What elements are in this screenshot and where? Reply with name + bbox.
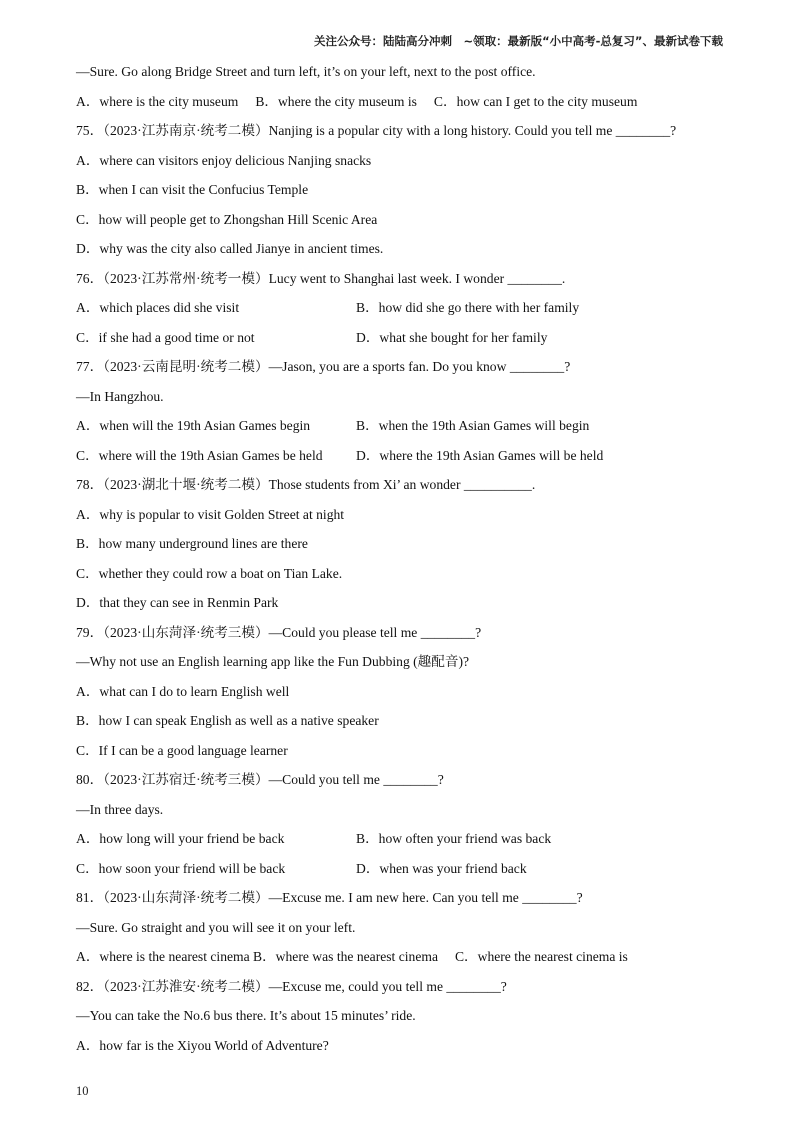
line-text: D．why was the city also called Jianye in ancient times. bbox=[76, 241, 384, 256]
text-line bbox=[76, 358, 570, 376]
text-line bbox=[76, 476, 535, 494]
text-line bbox=[76, 860, 527, 878]
line-text: 79．（2023·山东菏泽·统考三模）—Could you please tell me ________? bbox=[76, 624, 482, 640]
line-text: —Sure. Go along Bridge Street and turn left, it’s on your left, next to the post office. bbox=[76, 64, 536, 79]
line-text: C．where will the 19th Asian Games be held bbox=[76, 447, 323, 463]
line-text: A．why is popular to visit Golden Street at night bbox=[76, 506, 345, 522]
option-right-column: D．where the 19th Asian Games will be held bbox=[356, 447, 604, 463]
line-text: 75．（2023·江苏南京·统考二模）Nanjing is a popular city with a long history. Could you tell me ________? bbox=[76, 123, 677, 138]
line-text: 80．（2023·江苏宿迁·统考三模）—Could you tell me ________? bbox=[76, 772, 444, 787]
text-line bbox=[76, 329, 548, 347]
text-line bbox=[76, 712, 379, 730]
text-line bbox=[76, 535, 308, 553]
text-line bbox=[76, 181, 308, 199]
line-text: C．how will people get to Zhongshan Hill Scenic Area bbox=[76, 211, 378, 227]
text-line bbox=[76, 211, 377, 229]
text-line bbox=[76, 948, 628, 966]
line-text: B．how I can speak English as well as a native speaker bbox=[76, 713, 379, 728]
text-line bbox=[76, 270, 565, 288]
line-text: —Why not use an English learning app like the Fun Dubbing (趣配音)? bbox=[76, 654, 470, 669]
line-text: —Sure. Go straight and you will see it on your left. bbox=[76, 919, 356, 935]
text-line bbox=[76, 122, 676, 140]
text-line bbox=[76, 1037, 329, 1055]
line-text: A．where is the nearest cinema B．where was the nearest cinema C．where the nearest cinema is bbox=[76, 949, 628, 964]
text-line bbox=[76, 624, 481, 642]
page-number: 10 bbox=[76, 1084, 89, 1098]
text-line bbox=[76, 683, 289, 701]
line-text: —You can take the No.6 bus there. It’s about 15 minutes’ ride. bbox=[76, 1008, 416, 1023]
line-text: C．if she had a good time or not bbox=[76, 329, 255, 345]
page-header-notice: 关注公众号：陆陆高分冲刺 ~领取：最新版“小中高考-总复习”、最新试卷下载 bbox=[313, 34, 723, 48]
text-line bbox=[76, 919, 355, 937]
text-line bbox=[76, 830, 552, 848]
text-line bbox=[76, 506, 344, 524]
text-line bbox=[76, 653, 469, 671]
line-text: A．when will the 19th Asian Games begin bbox=[76, 418, 311, 433]
option-right-column: B．how often your friend was back bbox=[356, 831, 552, 846]
option-right-column: D．when was your friend back bbox=[356, 860, 527, 876]
text-line bbox=[76, 594, 278, 612]
option-right-column: D．what she bought for her family bbox=[356, 329, 548, 345]
line-text: A．what can I do to learn English well bbox=[76, 683, 290, 699]
text-line bbox=[76, 299, 580, 317]
line-text: A．how far is the Xiyou World of Adventure? bbox=[76, 1037, 329, 1053]
line-text: 81．（2023·山东菏泽·统考二模）—Excuse me. I am new here. Can you tell me ________? bbox=[76, 890, 583, 905]
text-line bbox=[76, 93, 637, 111]
option-right-column: B．how did she go there with her family bbox=[356, 300, 580, 315]
line-text: C．If I can be a good language learner bbox=[76, 742, 288, 758]
text-line bbox=[76, 565, 342, 583]
text-line bbox=[76, 388, 164, 406]
line-text: 77．（2023·云南昆明·统考二模）—Jason, you are a sports fan. Do you know ________? bbox=[76, 359, 571, 374]
text-line bbox=[76, 1007, 416, 1025]
line-text: A．where can visitors enjoy delicious Nanjing snacks bbox=[76, 152, 372, 168]
line-text: D．that they can see in Renmin Park bbox=[76, 595, 279, 610]
text-line bbox=[76, 889, 583, 907]
text-line bbox=[76, 771, 444, 789]
text-line bbox=[76, 152, 371, 170]
text-line bbox=[76, 417, 590, 435]
line-text: C．whether they could row a boat on Tian Lake. bbox=[76, 565, 343, 581]
line-text: —In Hangzhou. bbox=[76, 388, 164, 404]
text-line bbox=[76, 742, 288, 760]
line-text: 82．（2023·江苏淮安·统考二模）—Excuse me, could you tell me ________? bbox=[76, 978, 507, 994]
option-right-column: B．when the 19th Asian Games will begin bbox=[356, 418, 590, 433]
line-text: B．how many underground lines are there bbox=[76, 536, 308, 551]
line-text: A．where is the city museum B．where the city museum is C．how can I get to the city museum bbox=[76, 93, 638, 109]
line-text: A．how long will your friend be back bbox=[76, 831, 285, 846]
line-text: 78．（2023·湖北十堰·统考二模）Those students from Xi’ an wonder __________. bbox=[76, 477, 536, 492]
text-line bbox=[76, 240, 383, 258]
line-text: A．which places did she visit bbox=[76, 300, 240, 315]
text-line bbox=[76, 801, 163, 819]
line-text: 76．（2023·江苏常州·统考一模）Lucy went to Shanghai last week. I wonder ________. bbox=[76, 270, 566, 286]
line-text: —In three days. bbox=[76, 801, 164, 817]
text-line bbox=[76, 63, 536, 81]
text-line bbox=[76, 978, 507, 996]
text-line bbox=[76, 447, 604, 465]
line-text: B．when I can visit the Confucius Temple bbox=[76, 182, 309, 197]
line-text: C．how soon your friend will be back bbox=[76, 860, 286, 876]
